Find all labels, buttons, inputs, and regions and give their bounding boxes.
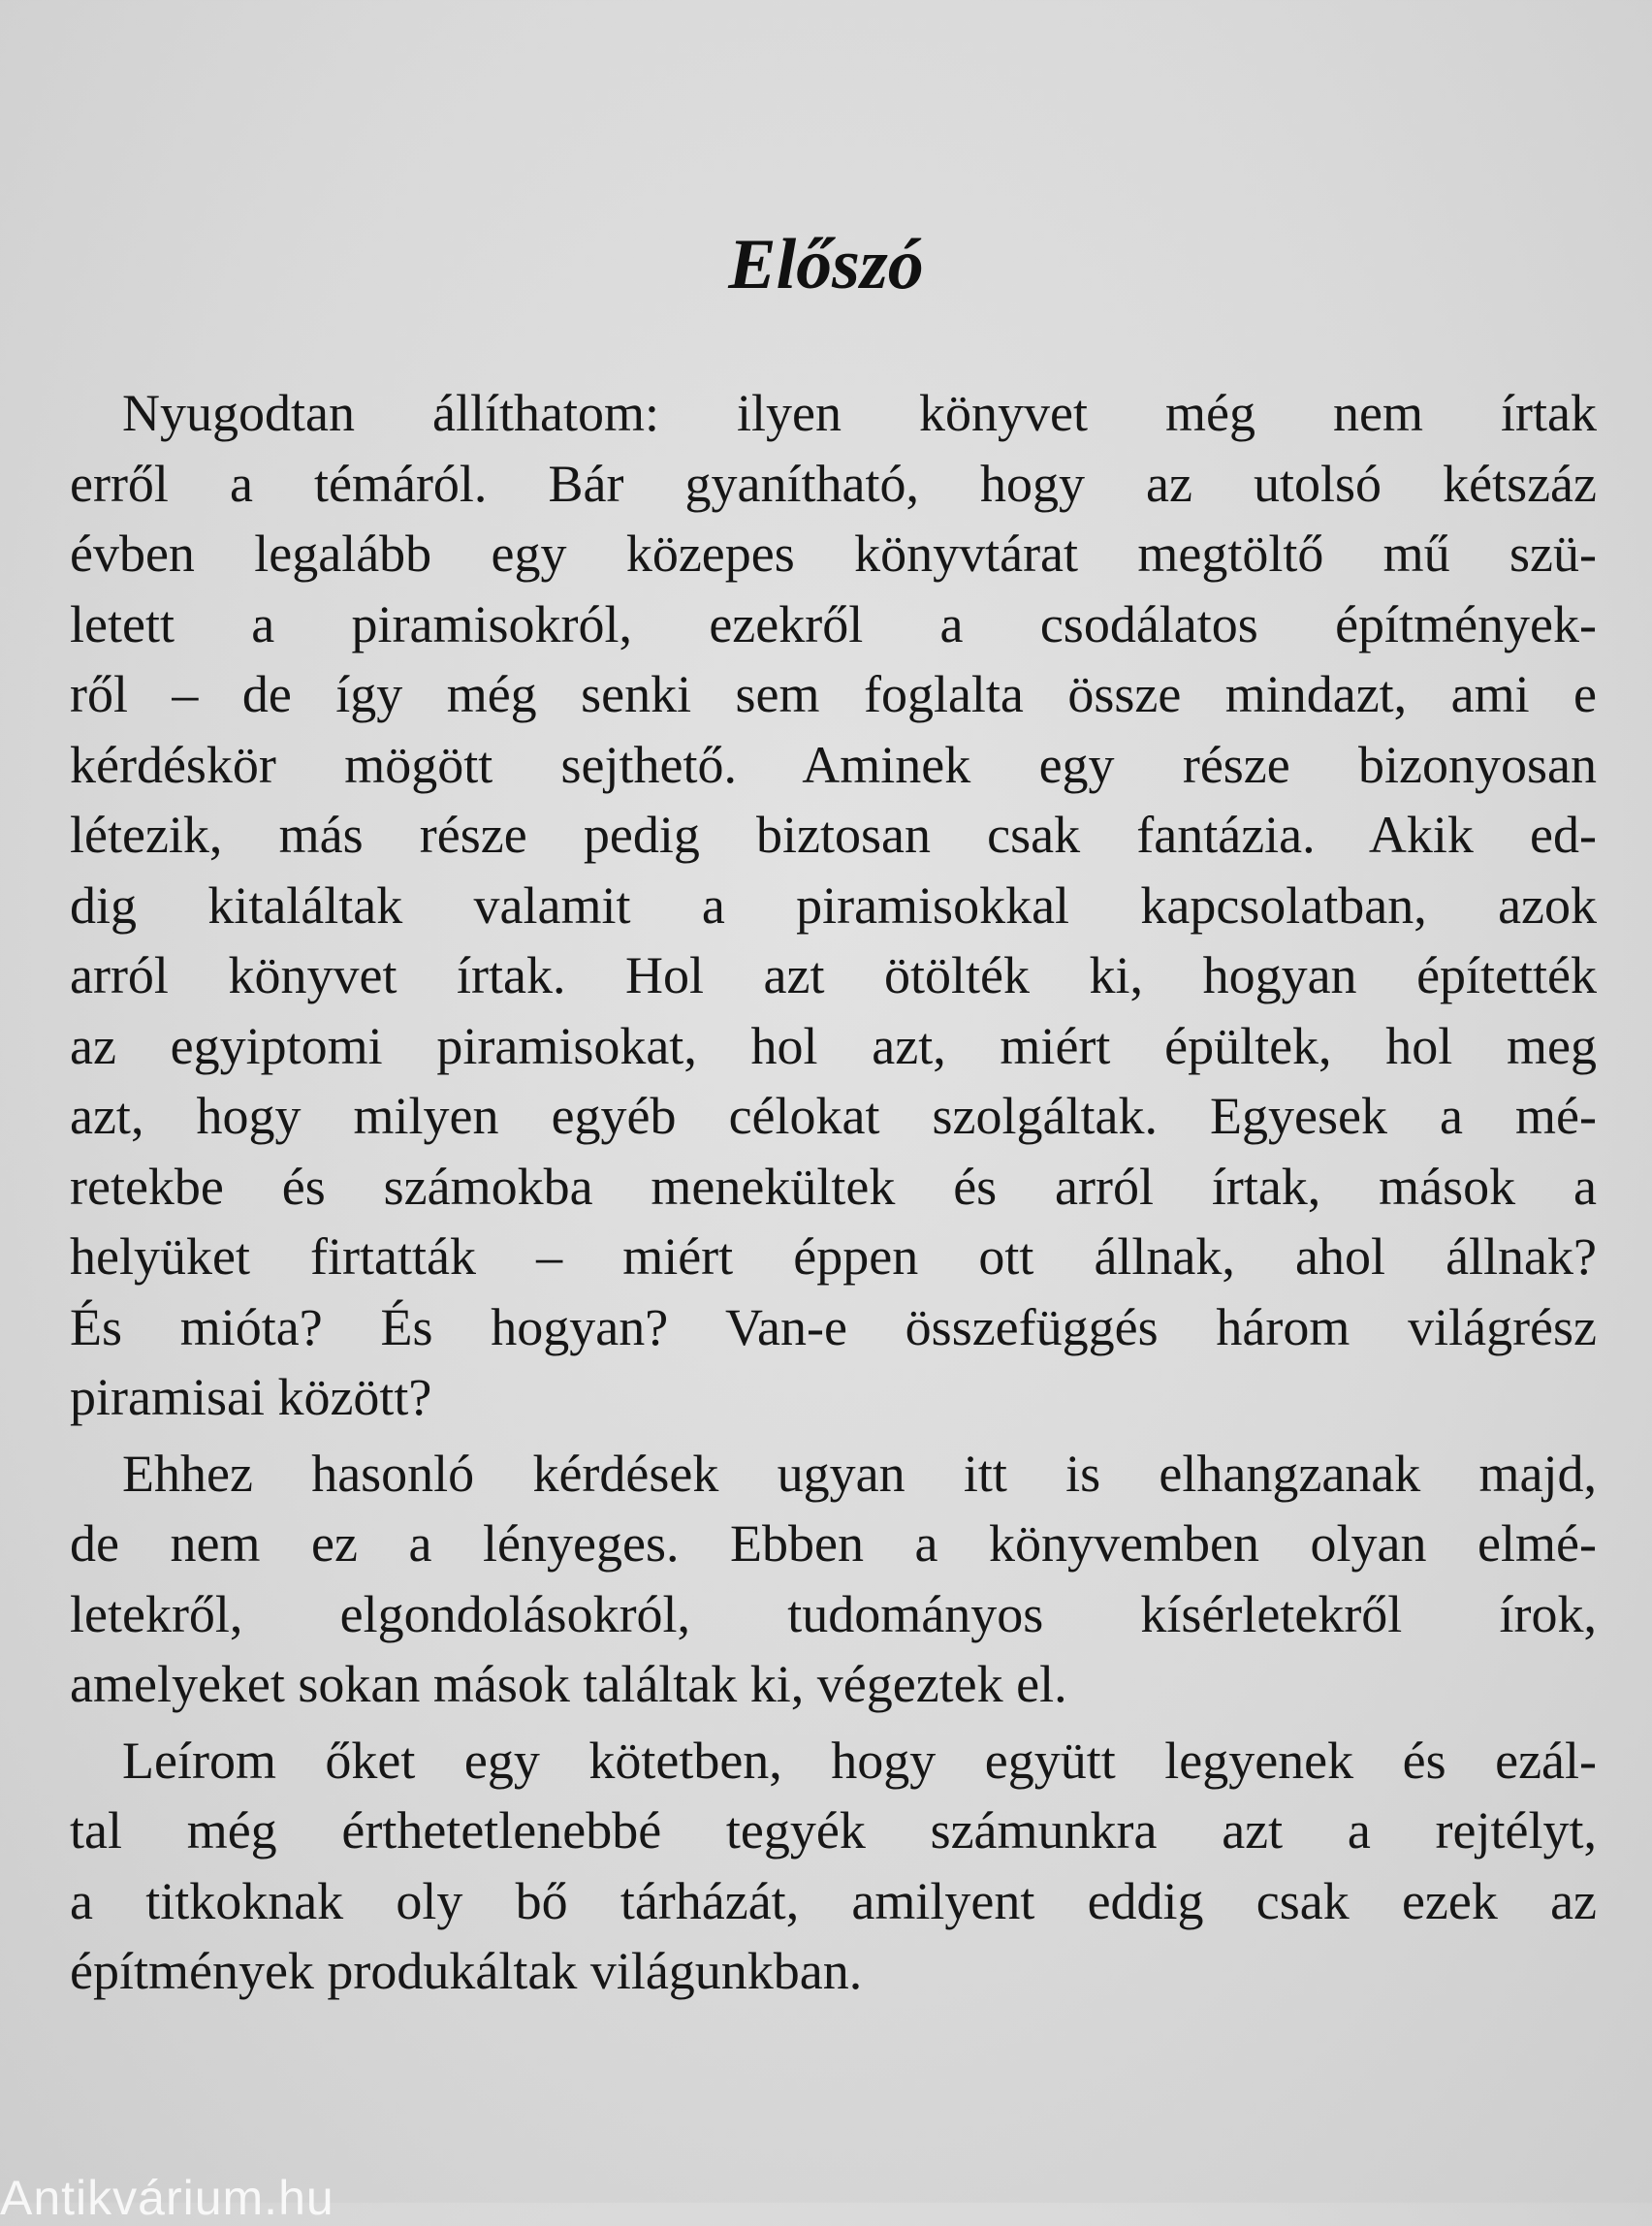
text-line: retekbe és számokba menekültek és arról írtak, mások a — [70, 1157, 1597, 1216]
text-line: ről – de így még senki sem foglalta össze mindazt, ami e — [70, 665, 1597, 723]
page-title: Előszó — [728, 225, 924, 304]
text-line: kérdéskör mögött sejthető. Aminek egy része bizonyosan — [70, 735, 1597, 794]
body-text — [70, 378, 1597, 2013]
paragraph-1 — [70, 378, 1597, 1433]
text-line: Leírom őket egy kötetben, hogy együtt legyenek és ezál- — [122, 1731, 1597, 1790]
text-line: de nem ez a lényeges. Ebben a könyvemben olyan elmé- — [70, 1514, 1597, 1573]
text-line: dig kitaláltak valamit a piramisokkal kapcsolatban, azok — [70, 875, 1597, 935]
text-line: Nyugodtan állíthatom: ilyen könyvet még nem írtak — [122, 384, 1597, 442]
text-line: a titkoknak oly bő tárházát, amilyent eddig csak ezek az — [70, 1871, 1597, 1930]
text-line: piramisai között? — [70, 1368, 432, 1426]
text-line: évben legalább egy közepes könyvtárat megtöltő mű szü- — [70, 525, 1597, 583]
text-line: És mióta? És hogyan? Van-e összefüggés három világrész — [70, 1297, 1597, 1356]
text-line: az egyiptomi piramisokat, hol azt, miért épültek, hol meg — [70, 1016, 1597, 1075]
text-line: arról könyvet írtak. Hol azt ötölték ki, hogyan építették — [70, 946, 1597, 1004]
text-line: létezik, más része pedig biztosan csak fantázia. Akik ed- — [70, 806, 1597, 864]
paragraph-3 — [70, 1726, 1597, 2007]
text-line: azt, hogy milyen egyéb célokat szolgáltak. Egyesek a mé- — [70, 1087, 1597, 1145]
text-line: letekről, elgondolásokról, tudományos kísérletekről írok, — [70, 1584, 1597, 1643]
text-line: erről a témáról. Bár gyanítható, hogy az utolsó kétszáz — [70, 454, 1597, 513]
watermark: Antikvárium.hu — [0, 2171, 334, 2225]
text-line: építmények produkáltak világunkban. — [70, 1942, 863, 2000]
text-line: Ehhez hasonló kérdések ugyan itt is elhangzanak majd, — [122, 1444, 1597, 1503]
text-line: amelyeket sokan mások találtak ki, végeztek el. — [70, 1655, 1067, 1713]
paragraph-2 — [70, 1439, 1597, 1720]
text-line: tal még érthetetlenebbé tegyék számunkra azt a rejtélyt, — [70, 1801, 1597, 1860]
text-line: letett a piramisokról, ezekről a csodálatos építmények- — [70, 594, 1597, 653]
text-line: helyüket firtatták – miért éppen ott állnak, ahol állnak? — [70, 1227, 1597, 1286]
